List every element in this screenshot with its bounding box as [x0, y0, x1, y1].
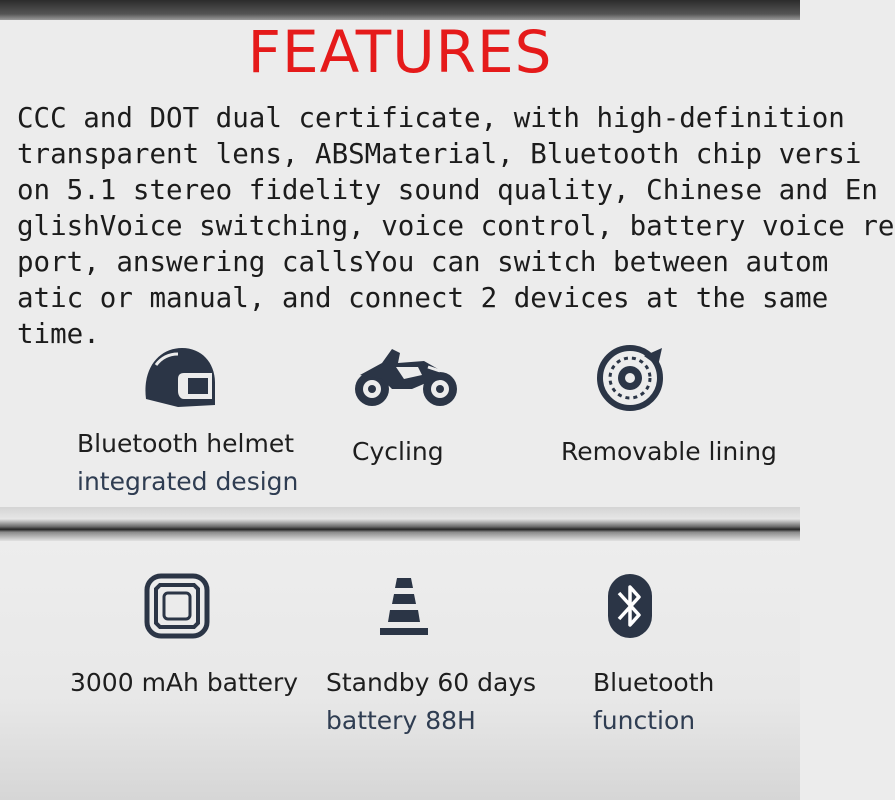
section-divider [0, 507, 800, 541]
feature-title: 3000 mAh battery [70, 668, 299, 697]
feature-title: Removable lining [561, 437, 777, 466]
top-band [0, 0, 800, 20]
standby-cone-icon [378, 574, 430, 638]
description-line: atic or manual, and connect 2 devices at the same [17, 282, 829, 314]
feature-title: Cycling [352, 437, 444, 466]
description-line: CCC and DOT dual certificate, with high-definition [17, 102, 845, 134]
description-line: on 5.1 stereo fidelity sound quality, Chinese and En [17, 174, 878, 206]
feature-lining-label [561, 433, 777, 471]
feature-subtitle: integrated design [77, 467, 299, 496]
feature-subtitle: battery 88H [326, 706, 476, 735]
description-line: time. [17, 318, 100, 350]
motorcycle-icon [352, 345, 460, 409]
helmet-icon [142, 345, 218, 411]
bluetooth-icon [607, 573, 653, 639]
feature-title: Bluetooth [593, 668, 715, 697]
feature-bluetooth-label [593, 664, 714, 740]
feature-standby-label [326, 664, 536, 740]
feature-subtitle: function [593, 706, 696, 735]
feature-title: Bluetooth helmet [77, 429, 295, 458]
feature-cycling-label [352, 433, 444, 471]
description-line: transparent lens, ABSMaterial, Bluetooth chip versi [17, 138, 862, 170]
page-title: FEATURES [247, 18, 553, 86]
feature-battery-label [70, 664, 298, 702]
description-line: glishVoice switching, voice control, battery voice re [17, 210, 895, 242]
lining-icon [596, 344, 664, 412]
feature-title: Standby 60 days [326, 668, 537, 697]
feature-helmet-label [77, 425, 298, 501]
battery-icon [144, 573, 210, 639]
feature-description [17, 100, 895, 352]
description-line: port, answering callsYou can switch between autom [17, 246, 829, 278]
